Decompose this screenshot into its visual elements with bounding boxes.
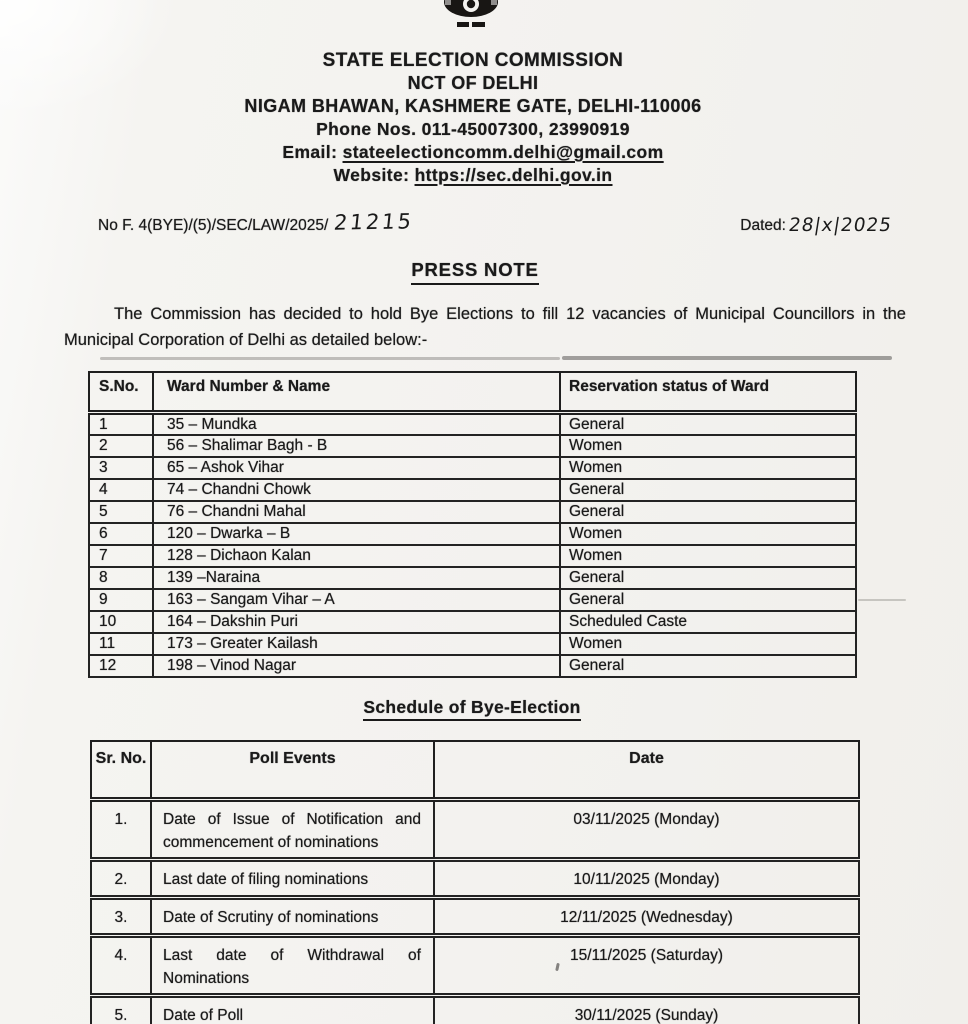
dated-label: Dated: [740, 217, 786, 234]
table-cell: 74 – Chandni Chowk [153, 479, 560, 501]
table-row [89, 611, 856, 633]
schedule-heading-row [0, 697, 956, 721]
website-url: https://sec.delhi.gov.in [414, 165, 613, 185]
table-cell: 164 – Dakshin Puri [153, 611, 560, 633]
table-row [89, 435, 856, 457]
table-row [91, 935, 859, 995]
email-address: stateelectioncomm.delhi@gmail.com [342, 142, 664, 162]
table-cell: 56 – Shalimar Bagh - B [153, 435, 560, 457]
column-header-reservation: Reservation status of Ward [560, 372, 856, 412]
email-line [0, 141, 957, 164]
column-header-sno: S.No. [89, 372, 153, 412]
table-cell: Date of Issue of Notification and commencement of nominations [151, 799, 434, 859]
table-cell: 4. [91, 935, 151, 995]
table-cell: General [560, 589, 856, 611]
table-row [89, 501, 856, 523]
wards-table [88, 371, 857, 678]
table-cell: 1. [91, 799, 151, 859]
commission-emblem-icon [438, 0, 504, 35]
table-cell: General [560, 412, 856, 435]
table-cell: 5 [89, 501, 153, 523]
table-cell: 3 [89, 457, 153, 479]
table-cell: 1 [89, 412, 153, 435]
jurisdiction: NCT OF DELHI [407, 73, 539, 93]
column-header-date: Date [434, 741, 859, 799]
table-cell: 15/11/2025 (Saturday) [434, 935, 859, 995]
table-cell: 2 [89, 435, 153, 457]
table-row [89, 479, 856, 501]
column-header-srno: Sr. No. [91, 741, 151, 799]
table-header-row [91, 741, 859, 799]
table-cell: 10/11/2025 (Monday) [434, 859, 859, 897]
table-row [91, 995, 859, 1024]
table-cell: 11 [89, 633, 153, 655]
schedule-table-body [91, 799, 859, 1024]
table-cell: 4 [89, 479, 153, 501]
reference-number [98, 211, 414, 235]
dated-field [740, 214, 892, 235]
website-label: Website: [333, 165, 410, 185]
reference-number-prefix: No F. 4(BYE)/(5)/SEC/LAW/2025/ [98, 217, 329, 234]
table-row [89, 523, 856, 545]
table-cell: 65 – Ashok Vihar [153, 457, 560, 479]
schedule-table-header [91, 741, 859, 799]
table-row [91, 859, 859, 897]
email-label: Email: [282, 142, 338, 162]
table-cell: 12 [89, 655, 153, 677]
table-cell: Date of Poll [151, 995, 434, 1024]
table-cell: 7 [89, 545, 153, 567]
reference-row [98, 211, 892, 235]
table-cell: Women [560, 633, 856, 655]
table-cell: 76 – Chandni Mahal [153, 501, 560, 523]
table-row [89, 589, 856, 611]
reference-number-handwritten: 21215 [333, 209, 416, 235]
table-row [89, 655, 856, 677]
org-name: STATE ELECTION COMMISSION [322, 50, 624, 71]
scan-streak [100, 357, 560, 360]
table-cell: 5. [91, 995, 151, 1024]
table-cell: 3. [91, 897, 151, 935]
table-cell: 128 – Dichaon Kalan [153, 545, 560, 567]
table-cell: 8 [89, 567, 153, 589]
wards-table-header [89, 372, 856, 412]
table-cell: Last date of Withdrawal of Nominations [151, 935, 434, 995]
table-cell: General [560, 479, 856, 501]
table-row [89, 412, 856, 435]
table-row [89, 633, 856, 655]
page-title: PRESS NOTE [411, 259, 538, 285]
phone-line: Phone Nos. 011-45007300, 23990919 [316, 119, 630, 139]
table-cell: 9 [89, 589, 153, 611]
table-cell: 120 – Dwarka – B [153, 523, 560, 545]
table-cell: 163 – Sangam Vihar – A [153, 589, 560, 611]
table-cell: Date of Scrutiny of nominations [151, 897, 434, 935]
table-row [91, 897, 859, 935]
table-row [91, 799, 859, 859]
table-cell: 10 [89, 611, 153, 633]
table-cell: 30/11/2025 (Sunday) [434, 995, 859, 1024]
table-row [89, 457, 856, 479]
intro-paragraph: The Commission has decided to hold Bye Elections to fill 12 vacancies of Municipal Councillors in the Municipal Corporation of Delhi as detailed below:- [64, 305, 906, 349]
table-cell: 2. [91, 859, 151, 897]
date-handwritten: 28|x|2025 [787, 215, 894, 236]
table-cell: Women [560, 523, 856, 545]
schedule-table [90, 740, 860, 1024]
scan-streak [858, 599, 906, 601]
table-cell: Women [560, 545, 856, 567]
schedule-heading: Schedule of Bye-Election [363, 697, 580, 721]
table-cell: Women [560, 457, 856, 479]
letterhead [0, 49, 957, 187]
table-header-row [89, 372, 856, 412]
table-cell: Women [560, 435, 856, 457]
table-cell: Last date of filing nominations [151, 859, 434, 897]
title-row [0, 259, 959, 285]
table-cell: 173 – Greater Kailash [153, 633, 560, 655]
address-line: NIGAM BHAWAN, KASHMERE GATE, DELHI-110006 [244, 96, 702, 116]
table-cell: 139 –Naraina [153, 567, 560, 589]
table-cell: 198 – Vinod Nagar [153, 655, 560, 677]
table-cell: 35 – Mundka [153, 412, 560, 435]
table-cell: General [560, 655, 856, 677]
column-header-poll-events: Poll Events [151, 741, 434, 799]
table-row [89, 545, 856, 567]
table-row [89, 567, 856, 589]
table-cell: General [560, 567, 856, 589]
table-cell: 03/11/2025 (Monday) [434, 799, 859, 859]
table-cell: General [560, 501, 856, 523]
wards-table-body [89, 412, 856, 677]
website-line [0, 164, 957, 187]
scan-streak [562, 356, 892, 360]
table-cell: Scheduled Caste [560, 611, 856, 633]
column-header-ward: Ward Number & Name [153, 372, 560, 412]
table-cell: 6 [89, 523, 153, 545]
table-cell: 12/11/2025 (Wednesday) [434, 897, 859, 935]
